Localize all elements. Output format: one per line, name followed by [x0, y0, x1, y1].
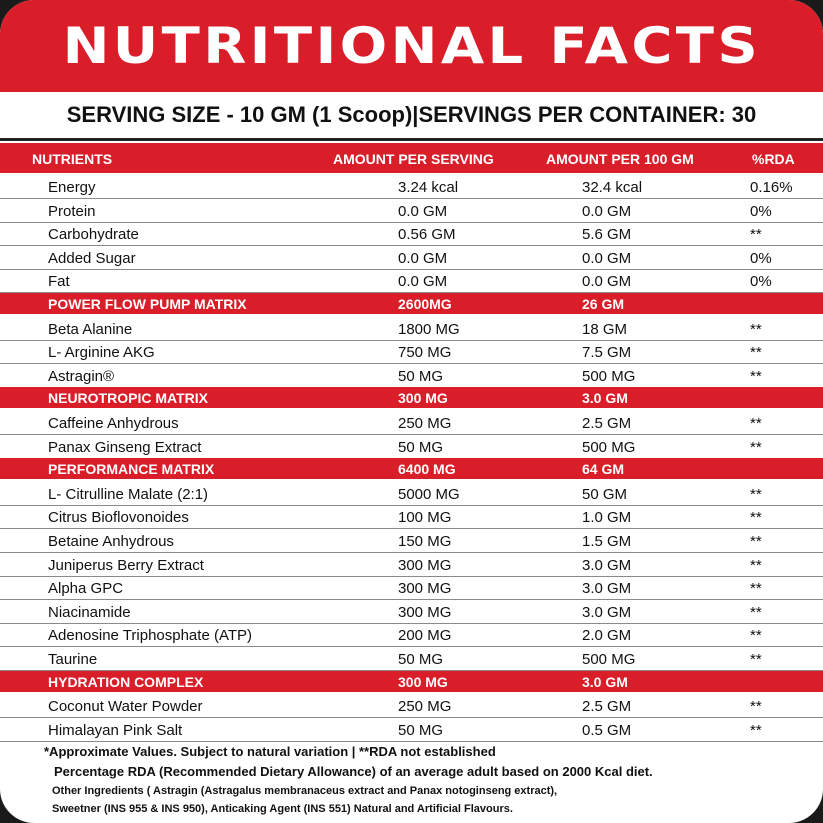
table-row [0, 576, 823, 600]
amount-per-100: 5.6 GM [582, 226, 632, 244]
table-row [0, 246, 823, 270]
amount-per-100: 32.4 kcal [582, 179, 643, 196]
amount-per-100: 26 GM [582, 296, 625, 312]
rda-value: ** [750, 651, 762, 668]
amount-per-serving: 250 MG [398, 698, 452, 716]
nutrient-name: Taurine [48, 651, 98, 668]
nutrient-name: Protein [48, 202, 96, 220]
nutrient-name: Citrus Bioflovonoides [48, 509, 189, 527]
note-other-ingredients: Other Ingredients ( Astragin (Astragalus membranaceus extract and Panax notoginseng extract), [52, 785, 558, 797]
amount-per-100: 500 MG [582, 651, 636, 668]
note-approximate: *Approximate Values. Subject to natural variation | **RDA not established [44, 744, 496, 759]
amount-per-serving: 200 MG [398, 627, 452, 645]
nutrient-name: Coconut Water Powder [48, 698, 203, 716]
header-nutrients: NUTRIENTS [32, 151, 113, 167]
rda-value: ** [750, 415, 762, 432]
amount-per-serving: 2600MG [398, 296, 452, 312]
amount-per-100: 2.0 GM [582, 627, 632, 645]
amount-per-serving: 100 MG [398, 509, 452, 527]
nutrient-name: Added Sugar [48, 249, 136, 267]
amount-per-100: 2.5 GM [582, 415, 632, 432]
nutrient-name: Himalayan Pink Salt [48, 721, 183, 739]
table-row [0, 553, 823, 577]
rda-value: 0% [750, 249, 772, 267]
amount-per-100: 3.0 GM [582, 390, 628, 407]
nutrient-name: Alpha GPC [48, 580, 124, 598]
amount-per-serving: 750 MG [398, 344, 452, 362]
amount-per-100: 0.0 GM [582, 202, 632, 220]
amount-per-100: 1.5 GM [582, 533, 632, 550]
section-row [0, 293, 823, 314]
rda-value: ** [750, 344, 762, 362]
amount-per-100: 0.0 GM [582, 273, 632, 291]
amount-per-serving: 0.0 GM [398, 249, 448, 267]
table-row [0, 199, 823, 223]
nutrient-name: L- Arginine AKG [48, 344, 155, 362]
amount-per-100: 3.0 GM [582, 603, 632, 621]
nutrient-name: Niacinamide [48, 603, 131, 621]
note-rda-basis: Percentage RDA (Recommended Dietary Allowance) of an average adult based on 2000 Kcal diet. [54, 764, 653, 779]
amount-per-serving: 3.24 kcal [398, 179, 459, 196]
amount-per-100: 7.5 GM [582, 344, 632, 362]
amount-per-100: 2.5 GM [582, 698, 632, 716]
nutrient-name: Carbohydrate [48, 226, 139, 244]
table-row [0, 694, 823, 718]
title-band [0, 0, 823, 92]
amount-per-serving: 300 MG [398, 673, 448, 690]
table-row [0, 529, 823, 553]
table-row [0, 269, 823, 293]
rda-value: ** [750, 438, 762, 456]
amount-per-100: 3.0 GM [582, 556, 632, 574]
amount-per-serving: 6400 MG [398, 461, 456, 478]
table-row [0, 718, 823, 742]
serving-info [0, 92, 823, 141]
amount-per-100: 50 GM [582, 485, 628, 503]
serving-size: SERVING SIZE - 10 GM (1 Scoop) [66, 102, 413, 127]
amount-per-serving: 300 MG [398, 580, 452, 598]
nutrient-name: NEUROTROPIC MATRIX [48, 390, 208, 407]
table-row [0, 435, 823, 459]
nutrient-name: PERFORMANCE MATRIX [48, 461, 215, 478]
rda-value: 0% [750, 202, 772, 220]
rda-value: ** [750, 721, 762, 739]
rda-value: ** [750, 556, 762, 574]
table-row [0, 411, 823, 435]
amount-per-serving: 0.0 GM [398, 202, 448, 220]
amount-per-serving: 0.0 GM [398, 273, 448, 291]
amount-per-100: 500 MG [582, 367, 636, 385]
nutrient-name: Betaine Anhydrous [48, 533, 174, 550]
label-title: NUTRITIONAL FACTS [62, 17, 761, 75]
amount-per-serving: 300 MG [398, 556, 452, 574]
section-row [0, 458, 823, 479]
nutrient-name: HYDRATION COMPLEX [48, 673, 204, 690]
note-additives: Sweetner (INS 955 & INS 950), Anticaking Agent (INS 551) Natural and Artificial Flavours. [52, 803, 513, 815]
nutrient-name: L- Citrulline Malate (2:1) [48, 485, 209, 503]
header-amount-per-100: AMOUNT PER 100 GM [546, 151, 694, 167]
section-row [0, 671, 823, 692]
rda-value: ** [750, 226, 762, 244]
rda-value: ** [750, 533, 762, 550]
rda-value: ** [750, 320, 762, 338]
table-row [0, 340, 823, 364]
amount-per-100: 0.0 GM [582, 249, 632, 267]
table-row [0, 222, 823, 246]
nutrient-name: Juniperus Berry Extract [48, 556, 204, 574]
table-row [0, 482, 823, 506]
amount-per-100: 3.0 GM [582, 580, 632, 598]
amount-per-serving: 250 MG [398, 415, 452, 432]
nutrient-name: Adenosine Triphosphate (ATP) [48, 627, 253, 645]
amount-per-serving: 50 MG [398, 438, 444, 456]
nutrient-name: Caffeine Anhydrous [48, 415, 179, 432]
table-header [0, 143, 823, 173]
table-row [0, 175, 823, 199]
amount-per-serving: 50 MG [398, 721, 444, 739]
table-row [0, 623, 823, 647]
amount-per-serving: 5000 MG [398, 485, 460, 503]
amount-per-100: 0.5 GM [582, 721, 632, 739]
section-row [0, 387, 823, 408]
servings-per-container: SERVINGS PER CONTAINER: 30 [418, 102, 757, 127]
footnotes [44, 742, 804, 818]
nutrient-name: Astragin® [48, 367, 115, 385]
table-row [0, 317, 823, 341]
nutrient-name: Panax Ginseng Extract [48, 438, 202, 456]
rda-value: 0.16% [750, 179, 793, 196]
rda-value: ** [750, 580, 762, 598]
serving-separator: | [412, 102, 419, 127]
nutrient-name: POWER FLOW PUMP MATRIX [48, 296, 247, 312]
rda-value: ** [750, 603, 762, 621]
rda-value: 0% [750, 273, 772, 291]
amount-per-serving: 50 MG [398, 367, 444, 385]
table-row [0, 600, 823, 624]
amount-per-100: 18 GM [582, 320, 628, 338]
rda-value: ** [750, 698, 762, 716]
amount-per-100: 500 MG [582, 438, 636, 456]
nutrient-name: Energy [48, 179, 96, 196]
amount-per-100: 64 GM [582, 461, 625, 478]
rda-value: ** [750, 367, 762, 385]
amount-per-serving: 50 MG [398, 651, 444, 668]
rda-value: ** [750, 509, 762, 527]
amount-per-serving: 1800 MG [398, 320, 460, 338]
table-row [0, 364, 823, 388]
header-rda: %RDA [752, 151, 795, 167]
amount-per-serving: 300 MG [398, 390, 448, 407]
amount-per-serving: 150 MG [398, 533, 452, 550]
nutrient-name: Beta Alanine [48, 320, 133, 338]
table-row [0, 647, 823, 671]
nutrient-name: Fat [48, 273, 70, 291]
amount-per-100: 3.0 GM [582, 673, 628, 690]
amount-per-serving: 0.56 GM [398, 226, 456, 244]
rda-value: ** [750, 485, 762, 503]
amount-per-serving: 300 MG [398, 603, 452, 621]
amount-per-100: 1.0 GM [582, 509, 632, 527]
rda-value: ** [750, 627, 762, 645]
header-amount-per-serving: AMOUNT PER SERVING [333, 151, 494, 167]
table-row [0, 505, 823, 529]
